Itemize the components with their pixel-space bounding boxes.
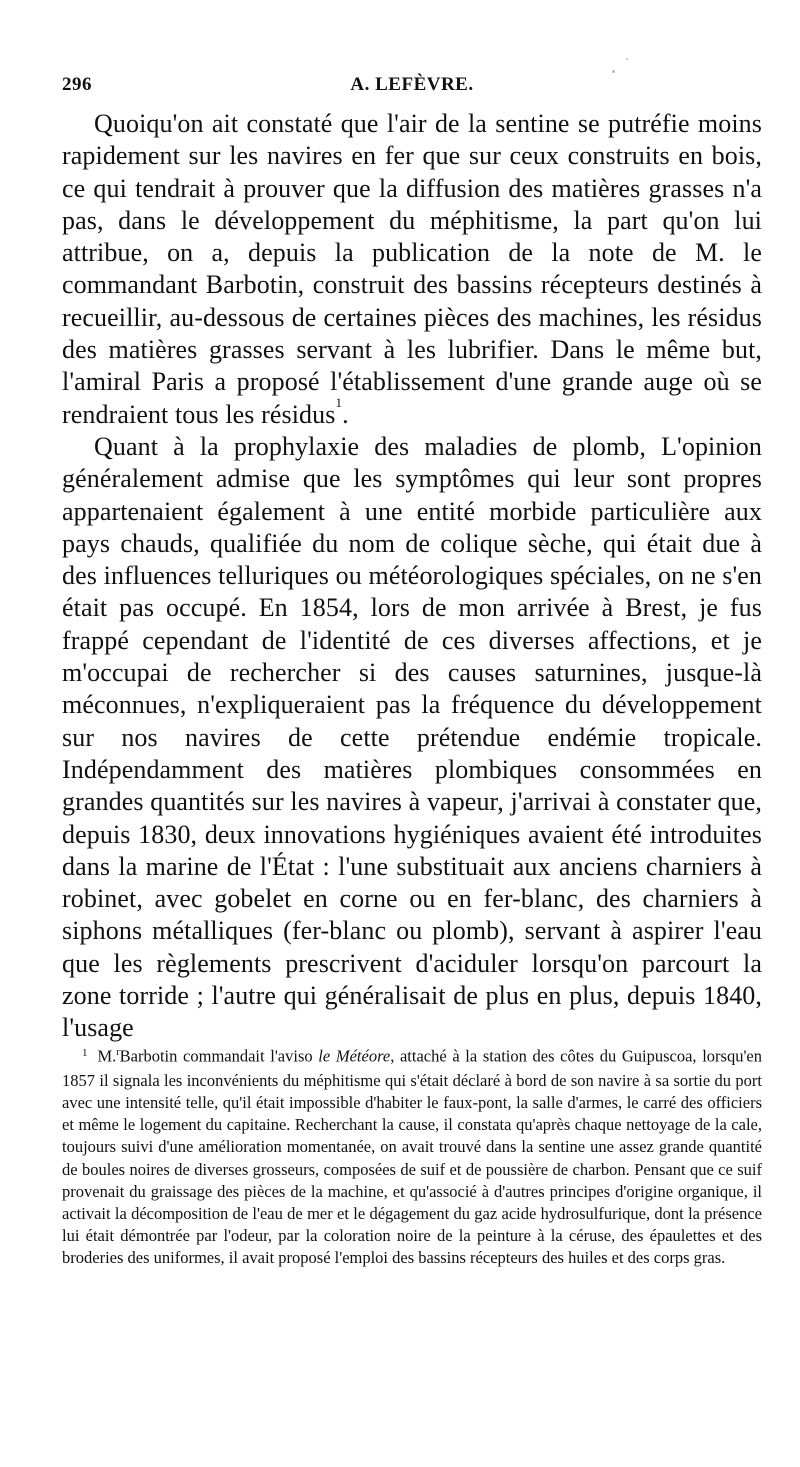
running-title: A. LEFÈVRE. xyxy=(350,74,474,95)
paragraph-2: Quant à la prophylaxie des maladies de plomb, L'opinion généralement admise que les symptômes qui leur sont propres appartenaient également à une entité morbide particulière aux pays chauds, qualifiée du nom de colique sèche, qui était due à des influences telluriques ou météorologiques spéciales, on ne s'en était pas occupé. En 1854, lors de mon arrivée à Brest, je fus frappé cependant de l'identité de ces diverses affections, et je m'occupai de rechercher si des causes saturnines, jusque-là méconnues, n'expliqueraient pas la fréquence du développement sur nos navires de cette prétendue endémie tropicale. Indépendamment des matières plombiques consommées en grandes quantités sur les navires à vapeur, j'arrivai à constater que, depuis 1830, deux innovations hygiéniques avaient été introduites dans la marine de l'État : l'une substituait aux anciens charniers à robinet, avec gobelet en corne ou en fer-blanc, des charniers à siphons métalliques (fer-blanc ou plomb), servant à aspirer l'eau que les règlements prescrivent d'aciduler lorsqu'on parcourt la zone torride ; l'autre qui généralisait de plus en plus, depuis 1840, l'usage xyxy=(62,431,762,1043)
main-text xyxy=(62,108,762,1045)
footnote-1 xyxy=(62,1042,762,1270)
footnote-marker: 1 xyxy=(82,1046,88,1059)
footnote-ship-name: le Météore xyxy=(318,1046,391,1066)
paper-speck xyxy=(612,70,615,73)
paragraph-1-end: . xyxy=(342,399,349,429)
page-number: 296 xyxy=(62,74,92,95)
paper-speck xyxy=(626,58,628,60)
footnote-lead: M. xyxy=(97,1046,117,1066)
footnote-superscript: r xyxy=(116,1047,120,1058)
paragraph-1 xyxy=(62,108,762,431)
footnote-text: , attaché à la station des côtes du Guipuscoa, lorsqu'en 1857 il signala les inconvénients du méphitisme qui s'était déclaré à bord de son navire à sa sortie du port avec une intensité telle, qu'il était impossible d'habiter le faux-pont, la salle d'armes, le carré des officiers et même le logement du capitaine. Recherchant la cause, il constata qu'après chaque nettoyage de la cale, toujours suivi d'une amélioration momentanée, on avait trouvé dans la sentine une assez grande quantité de boules noires de diverses grosseurs, composées de suif et de poussière de charbon. Pensant que ce suif provenait du graissage des pièces de la machine, et qu'associé à d'autres principes d'origine organique, il activait la décomposition de l'eau de mer et le dégagement du gaz acide hydrosulfurique, dont la présence lui était démontrée par l'odeur, par la coloration noire de la peinture à la céruse, des épaulettes et des broderies des uniformes, il avait proposé l'emploi des bassins récepteurs des huiles et des corps gras. xyxy=(62,1046,762,1268)
page-header xyxy=(62,74,762,100)
footnote xyxy=(62,1042,762,1270)
paragraph-1-text: Quoiqu'on ait constaté que l'air de la sentine se putréfie moins rapidement sur les navires en fer que sur ceux construits en bois, ce qui tendrait à prouver que la diffusion des matières grasses n'a pas, dans le développement du méphitisme, la part qu'on lui attribue, on a, depuis la publication de la note de M. le commandant Barbotin, construit des bassins récepteurs destinés à recueillir, au-dessous de certaines pièces des machines, les résidus des matières grasses servant à les lubrifier. Dans le même but, l'amiral Paris a proposé l'établissement d'une grande auge où se rendraient tous les résidus xyxy=(62,109,762,429)
footnote-reference: 1 xyxy=(335,394,343,410)
footnote-name: Barbotin commandait l'aviso xyxy=(119,1046,319,1066)
